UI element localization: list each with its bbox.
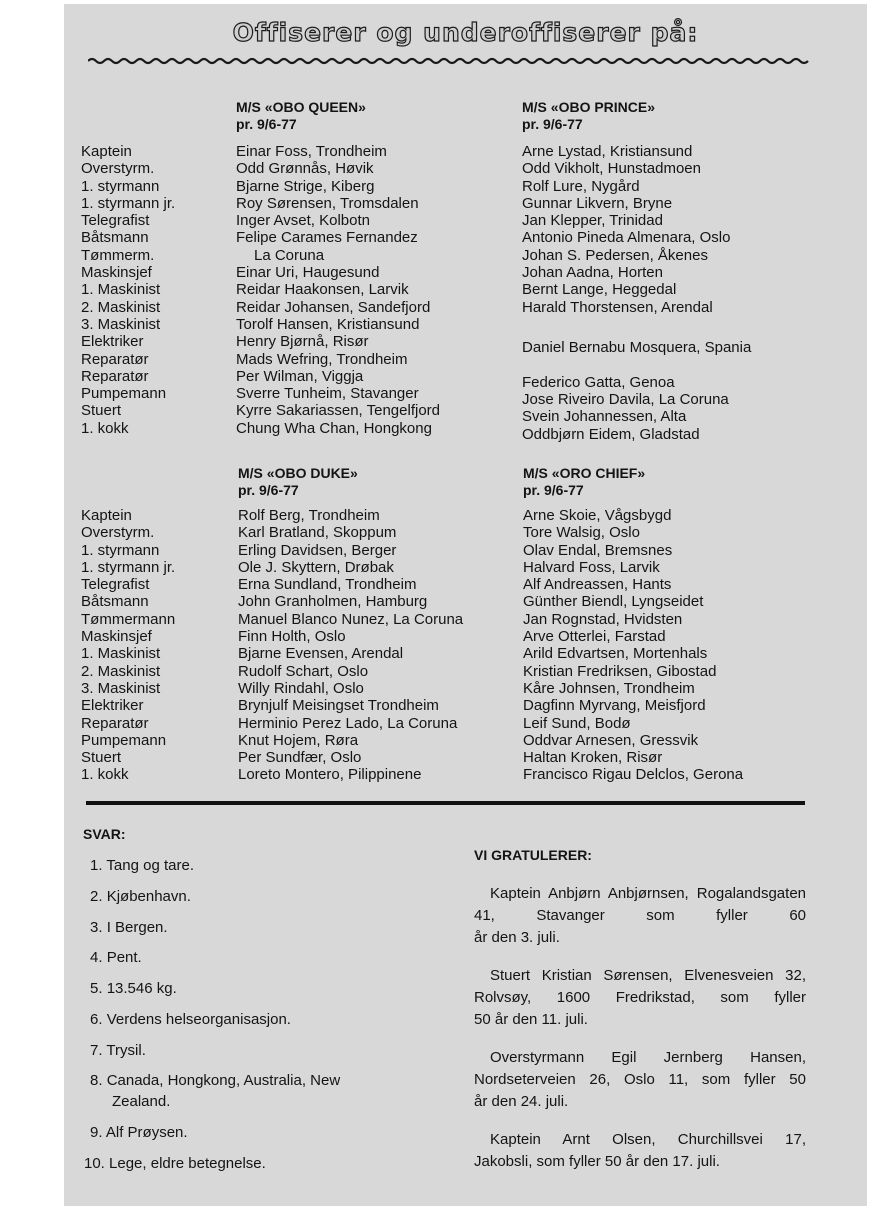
- crew-entry: Johan S. Pedersen, Åkenes: [522, 246, 708, 264]
- answer-item: 10. Lege, eldre betegnelse.: [84, 1155, 266, 1172]
- answer-item: 7. Trysil.: [90, 1042, 146, 1059]
- crew-entry: Herminio Perez Lado, La Coruna: [238, 714, 458, 732]
- crew-entry: Olav Endal, Bremsnes: [523, 541, 673, 559]
- crew-entry: Odd Grønnås, Høvik: [236, 160, 374, 178]
- crew-entry: Haltan Kroken, Risør: [523, 749, 663, 767]
- crew-column-obo-queen: [236, 143, 440, 437]
- role-label: Reparatør: [81, 714, 149, 732]
- crew-entry: Rolf Lure, Nygård: [522, 177, 640, 195]
- role-label: 3. Maskinist: [81, 679, 161, 697]
- crew-entry: Odd Vikholt, Hunstadmoen: [522, 160, 701, 178]
- role-label: Stuert: [81, 749, 122, 767]
- role-label: Tømmermann: [81, 610, 176, 628]
- answer-item: 8. Canada, Hongkong, Australia, New Zealand.: [90, 1072, 341, 1110]
- role-label: 1. kokk: [81, 766, 129, 784]
- answer-item: 3. I Bergen.: [90, 919, 168, 936]
- ship-date: pr. 9/6-77: [522, 116, 583, 132]
- crew-entry: Reidar Haakonsen, Larvik: [236, 281, 409, 299]
- role-label: Overstyrm.: [81, 160, 155, 178]
- role-label: 1. Maskinist: [81, 281, 161, 299]
- role-label: Båtsmann: [81, 229, 149, 247]
- role-label: Telegrafist: [81, 212, 150, 230]
- crew-entry: Einar Uri, Haugesund: [236, 264, 380, 282]
- roles-column-bottom: [81, 507, 175, 784]
- ship-header-obo-queen: [236, 99, 366, 133]
- ship-name: M/S «OBO DUKE»: [238, 465, 358, 481]
- svar-heading: SVAR:: [83, 826, 126, 842]
- crew-entry: Sverre Tunheim, Stavanger: [236, 385, 419, 403]
- crew-entry: La Coruna: [254, 246, 325, 264]
- role-label: Elektriker: [81, 333, 144, 351]
- page-title: Offiserer og underoffiserer på:: [232, 18, 699, 47]
- role-label: Maskinsjef: [81, 628, 152, 646]
- role-label: Maskinsjef: [81, 264, 152, 282]
- role-label: Pumpemann: [81, 385, 167, 403]
- role-label: Tømmerm.: [81, 246, 155, 264]
- ship-date: pr. 9/6-77: [238, 482, 299, 498]
- crew-entry: Erna Sundland, Trondheim: [238, 576, 417, 594]
- crew-entry: Antonio Pineda Almenara, Oslo: [522, 229, 731, 247]
- crew-entry: Willy Rindahl, Oslo: [238, 679, 364, 697]
- role-label: Overstyrm.: [81, 524, 155, 542]
- crew-entry: Karl Bratland, Skoppum: [238, 524, 397, 542]
- ship-date: pr. 9/6-77: [523, 482, 584, 498]
- crew-entry: Bjarne Evensen, Arendal: [238, 645, 404, 663]
- crew-entry: Rudolf Schart, Oslo: [238, 662, 369, 680]
- crew-entry: Arild Edvartsen, Mortenhals: [523, 645, 708, 663]
- crew-entry: John Granholmen, Hamburg: [238, 593, 428, 611]
- crew-entry: Oddvar Arnesen, Gressvik: [523, 731, 699, 749]
- crew-entry: Alf Andreassen, Hants: [523, 576, 672, 594]
- ship-header-obo-duke: [238, 465, 358, 499]
- congratulation-entry: Kaptein Arnt Olsen, Churchillsvei 17, Jakobsli, som fyller 50 år den 17. juli.: [474, 1131, 806, 1170]
- crew-entry: Francisco Rigau Delclos, Gerona: [523, 766, 744, 784]
- crew-entry: Per Sundfær, Oslo: [238, 749, 362, 767]
- role-label: 3. Maskinist: [81, 315, 161, 333]
- answer-item: 4. Pent.: [90, 949, 142, 966]
- ship-header-obo-prince: [522, 99, 655, 133]
- role-label: Elektriker: [81, 697, 144, 715]
- crew-entry: Daniel Bernabu Mosquera, Spania: [522, 339, 752, 357]
- crew-entry: Svein Johannessen, Alta: [522, 408, 687, 426]
- crew-entry: Federico Gatta, Genoa: [522, 373, 675, 391]
- crew-entry: Mads Wefring, Trondheim: [236, 350, 408, 368]
- crew-column-obo-duke: [238, 507, 463, 784]
- crew-entry: Dagfinn Myrvang, Meisfjord: [523, 697, 706, 715]
- crew-entry: Jan Rognstad, Hvidsten: [523, 610, 683, 628]
- role-label: Reparatør: [81, 367, 149, 385]
- crew-entry: Bjarne Strige, Kiberg: [236, 177, 375, 195]
- answer-item: 2. Kjøbenhavn.: [90, 888, 191, 905]
- crew-entry: Arne Skoie, Vågsbygd: [523, 507, 672, 524]
- crew-entry: Günther Biendl, Lyngseidet: [523, 593, 704, 611]
- role-label: Kaptein: [81, 143, 132, 160]
- role-label: Stuert: [81, 402, 122, 420]
- crew-entry: Per Wilman, Viggja: [236, 367, 364, 385]
- crew-entry: Arne Lystad, Kristiansund: [522, 143, 693, 160]
- crew-entry: Gunnar Likvern, Bryne: [522, 194, 673, 212]
- congratulation-entry: Overstyrmann Egil Jernberg Hansen, Nordseterveien 26, Oslo 11, som fyller 50 år den 24. juli.: [474, 1049, 806, 1110]
- crew-entry: Harald Thorstensen, Arendal: [522, 298, 713, 316]
- crew-entry: Bernt Lange, Heggedal: [522, 281, 677, 299]
- divider-rule: [86, 801, 805, 805]
- role-label: 1. styrmann jr.: [81, 194, 176, 212]
- answer-item: 6. Verdens helseorganisasjon.: [90, 1011, 291, 1028]
- crew-entry: Kristian Fredriksen, Gibostad: [523, 662, 717, 680]
- role-label: 1. styrmann jr.: [81, 558, 176, 576]
- role-label: 2. Maskinist: [81, 662, 161, 680]
- crew-entry: Kyrre Sakariassen, Tengelfjord: [236, 402, 440, 420]
- crew-entry: Kåre Johnsen, Trondheim: [523, 679, 695, 697]
- answer-item: 9. Alf Prøysen.: [90, 1124, 188, 1141]
- gratulerer-heading: VI GRATULERER:: [474, 847, 592, 863]
- role-label: Båtsmann: [81, 593, 149, 611]
- role-label: 2. Maskinist: [81, 298, 161, 316]
- crew-entry: Jose Riveiro Davila, La Coruna: [522, 391, 729, 409]
- crew-column-obo-prince: [522, 143, 751, 443]
- crew-entry: Rolf Berg, Trondheim: [238, 507, 380, 524]
- role-label: 1. styrmann: [81, 541, 160, 559]
- ship-header-oro-chief: [523, 465, 645, 499]
- crew-entry: Ole J. Skyttern, Drøbak: [238, 558, 394, 576]
- role-label: Telegrafist: [81, 576, 150, 594]
- role-label: Reparatør: [81, 350, 149, 368]
- ship-date: pr. 9/6-77: [236, 116, 297, 132]
- crew-entry: Halvard Foss, Larvik: [523, 558, 660, 576]
- answer-item: 1. Tang og tare.: [90, 857, 194, 874]
- crew-entry: Manuel Blanco Nunez, La Coruna: [238, 610, 464, 628]
- crew-entry: [522, 316, 751, 333]
- crew-entry: Tore Walsig, Oslo: [523, 524, 640, 542]
- crew-entry: Reidar Johansen, Sandefjord: [236, 298, 431, 316]
- crew-entry: Loreto Montero, Pilippinene: [238, 766, 422, 784]
- ship-name: M/S «OBO PRINCE»: [522, 99, 656, 115]
- answer-item: 5. 13.546 kg.: [90, 980, 177, 997]
- ship-name: M/S «OBO QUEEN»: [236, 99, 366, 115]
- crew-column-oro-chief: [523, 507, 743, 784]
- crew-entry: Erling Davidsen, Berger: [238, 541, 397, 559]
- crew-entry: Inger Avset, Kolbotn: [236, 212, 370, 230]
- role-label: Kaptein: [81, 507, 132, 524]
- crew-entry: Einar Foss, Trondheim: [236, 143, 387, 160]
- ship-name: M/S «ORO CHIEF»: [523, 465, 646, 481]
- crew-entry: Knut Hojem, Røra: [238, 731, 359, 749]
- crew-entry: Felipe Carames Fernandez: [236, 229, 418, 247]
- crew-entry: Leif Sund, Bodø: [523, 714, 631, 732]
- congratulation-entry: Kaptein Anbjørn Anbjørnsen, Rogalandsgaten 41, Stavanger som fyller 60 år den 3. juli.: [474, 885, 806, 946]
- decorative-wavy-line: [88, 56, 812, 66]
- role-label: 1. kokk: [81, 419, 129, 437]
- role-label: 1. styrmann: [81, 177, 160, 195]
- crew-entry: Arve Otterlei, Farstad: [523, 628, 666, 646]
- crew-entry: Roy Sørensen, Tromsdalen: [236, 194, 419, 212]
- crew-entry: Torolf Hansen, Kristiansund: [236, 315, 420, 333]
- crew-entry: Jan Klepper, Trinidad: [522, 212, 663, 230]
- crew-entry: Brynjulf Meisingset Trondheim: [238, 697, 439, 715]
- role-label: Pumpemann: [81, 731, 167, 749]
- congratulation-entry: Stuert Kristian Sørensen, Elvenesveien 32, Rolvsøy, 1600 Fredrikstad, som fyller 50 år den 11. juli.: [474, 967, 806, 1028]
- crew-entry: Finn Holth, Oslo: [238, 628, 346, 646]
- role-label: 1. Maskinist: [81, 645, 161, 663]
- crew-entry: Chung Wha Chan, Hongkong: [236, 419, 432, 437]
- crew-entry: Oddbjørn Eidem, Gladstad: [522, 425, 700, 443]
- page: [64, 4, 867, 1206]
- roles-column-top: [81, 143, 175, 437]
- crew-entry: Henry Bjørnå, Risør: [236, 333, 369, 351]
- crew-entry: Johan Aadna, Horten: [522, 264, 663, 282]
